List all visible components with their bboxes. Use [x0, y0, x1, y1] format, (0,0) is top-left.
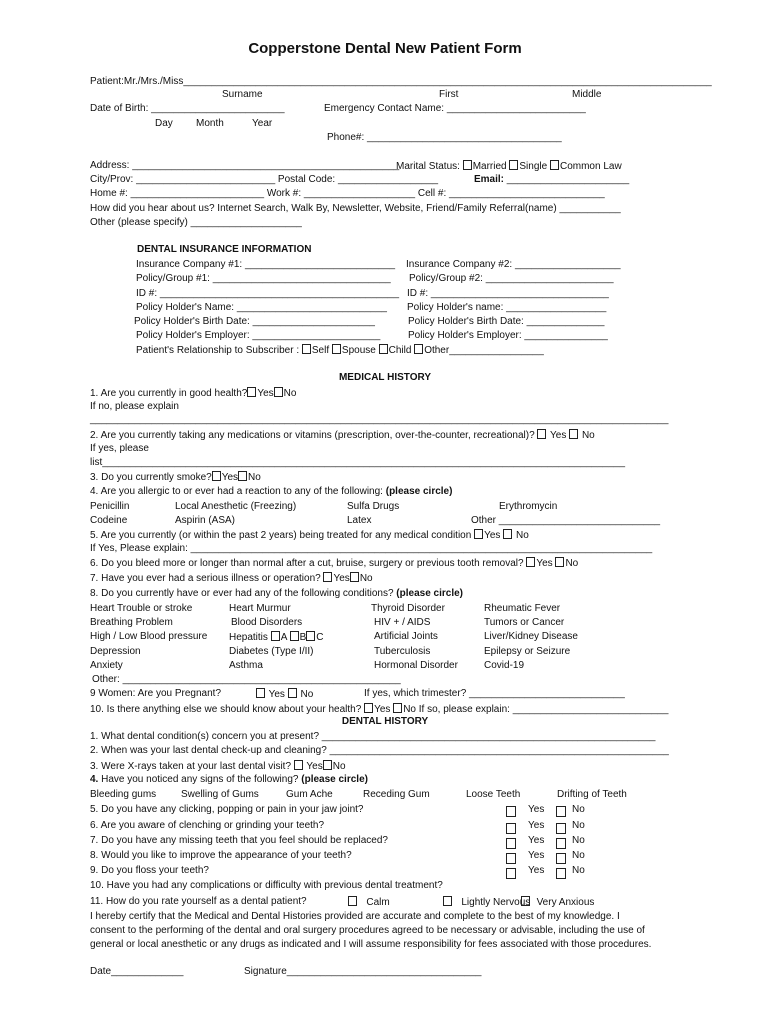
- dob-field[interactable]: Date of Birth: ________________________: [90, 103, 285, 114]
- med-q1-yes-checkbox[interactable]: [247, 387, 256, 397]
- dental-q4-num: 4.: [90, 774, 99, 785]
- rel-other-checkbox[interactable]: [414, 344, 423, 354]
- dental-q4: [90, 774, 368, 786]
- relationship-row: [136, 344, 544, 357]
- dental-q3-text: 3. Were X-rays taken at your last dental visit?: [90, 761, 292, 772]
- dental-q2[interactable]: 2. When was your last dental check-up and cleaning? _____________________________________________________________: [90, 745, 669, 756]
- phone-numbers-field[interactable]: Home #: ________________________ Work #: ____________________ Cell #: ____________________________: [90, 188, 605, 199]
- yes-label: Yes: [528, 820, 545, 831]
- anxious-checkbox[interactable]: [521, 896, 530, 906]
- cond-blood[interactable]: Blood Disorders: [231, 617, 303, 628]
- yes-label: Yes: [374, 704, 391, 715]
- please-circle: (please circle): [301, 774, 368, 785]
- med-q2: [90, 429, 595, 442]
- dental-q7-yes-checkbox[interactable]: [506, 838, 516, 849]
- no-label: No: [581, 430, 595, 441]
- med-q5-no-checkbox[interactable]: [503, 529, 512, 539]
- med-q2-no-checkbox[interactable]: [569, 429, 578, 439]
- med-q1: [90, 387, 296, 400]
- phone-field[interactable]: Phone#: ___________________________________: [327, 132, 562, 143]
- ins-right-1[interactable]: Insurance Company #2: ___________________: [406, 259, 621, 270]
- med-q10-explain[interactable]: If so, please explain: ____________________________: [418, 704, 669, 715]
- dental-q10[interactable]: 10. Have you had any complications or difficulty with previous dental treatment?: [90, 880, 443, 891]
- patient-name-line[interactable]: Patient:Mr./Mrs./Miss_______________________________________________________________________________________________: [90, 76, 712, 87]
- medical-heading: MEDICAL HISTORY: [338, 372, 432, 383]
- med-q6-yes-checkbox[interactable]: [526, 557, 535, 567]
- no-label: No: [248, 472, 261, 483]
- ins-right-4[interactable]: Policy Holder's name: __________________: [407, 302, 607, 313]
- city-postal-field[interactable]: City/Prov: _________________________ Postal Code: __________________: [90, 174, 439, 185]
- certify-line-2: consent to the performing of the dental and oral surgery procedures agreed to be necessary or advisable, including the use of: [90, 925, 645, 936]
- dental-q8-no-checkbox[interactable]: [556, 853, 566, 864]
- rel-other-label: Other: [424, 345, 450, 356]
- med-q10: [90, 703, 668, 716]
- form-title: Copperstone Dental New Patient Form: [248, 40, 522, 57]
- married-label: Married: [472, 161, 507, 172]
- yes-label: Yes: [333, 573, 350, 584]
- marital-status: [396, 160, 622, 173]
- yes-label: Yes: [484, 530, 501, 541]
- ins-left-5[interactable]: Policy Holder's Birth Date: ______________________: [134, 316, 375, 327]
- sign-gum-ache[interactable]: Gum Ache: [286, 789, 333, 800]
- yes-label: Yes: [528, 865, 545, 876]
- med-q7-yes-checkbox[interactable]: [323, 572, 332, 582]
- med-q3: [90, 471, 261, 484]
- month-label: Month: [196, 118, 224, 129]
- cond-thyroid[interactable]: Thyroid Disorder: [371, 603, 445, 614]
- med-q7-text: 7. Have you ever had a serious illness or operation?: [90, 573, 321, 584]
- cond-covid[interactable]: Covid-19: [484, 660, 525, 671]
- no-label: No: [283, 388, 297, 399]
- email-line: ______________________: [506, 174, 630, 185]
- med-q2-list[interactable]: list______________________________________________________________________________________________: [90, 457, 626, 468]
- med-q3-yes-checkbox[interactable]: [212, 471, 221, 481]
- date-field[interactable]: Date_____________: [90, 966, 184, 977]
- cond-other[interactable]: Other: __________________________________________________: [92, 674, 401, 685]
- dental-q8: 8. Would you like to improve the appearance of your teeth?: [90, 850, 352, 861]
- rel-spouse-checkbox[interactable]: [332, 344, 341, 354]
- dental-q6-no-checkbox[interactable]: [556, 823, 566, 834]
- married-checkbox[interactable]: [463, 160, 472, 170]
- med-q5-explain[interactable]: If Yes, Please explain: ___________________________________________________________________________________: [90, 543, 653, 554]
- med-q9-yes-checkbox[interactable]: [256, 688, 265, 698]
- cond-heart-murmur[interactable]: Heart Murmur: [229, 603, 291, 614]
- ins-left-4[interactable]: Policy Holder's Name: ___________________________: [136, 302, 387, 313]
- no-label: No: [565, 558, 579, 569]
- allergy-other[interactable]: Other _____________________________: [471, 515, 661, 526]
- cond-tuberculosis[interactable]: Tuberculosis: [374, 646, 431, 657]
- middle-label: Middle: [572, 89, 602, 100]
- no-label: No: [403, 704, 416, 715]
- rel-spouse-label: Spouse: [341, 345, 376, 356]
- single-checkbox[interactable]: [509, 160, 518, 170]
- allergy-erythromycin[interactable]: Erythromycin: [499, 501, 558, 512]
- dental-q9: 9. Do you floss your teeth?: [90, 865, 209, 876]
- allergy-sulfa[interactable]: Sulfa Drugs: [347, 501, 400, 512]
- med-q6-text: 6. Do you bleed more or longer than normal after a cut, bruise, surgery or previous tooth removal?: [90, 558, 524, 569]
- rel-other-line[interactable]: _________________: [449, 345, 544, 356]
- cond-depression[interactable]: Depression: [90, 646, 141, 657]
- certify-line-1: I hereby certify that the Medical and Dental Histories provided are accurate and complete to the best of my knowledge. I: [90, 911, 620, 922]
- please-circle: (please circle): [396, 588, 464, 599]
- cond-rheumatic[interactable]: Rheumatic Fever: [484, 603, 561, 614]
- med-q5-yes-checkbox[interactable]: [474, 529, 483, 539]
- certify-line-3: general or local anesthetic or any drugs as indicated and I will assume responsibility for fees associated with those procedures.: [90, 939, 652, 950]
- med-q4-text: 4. Are you allergic to or ever had a reaction to any of the following:: [90, 486, 383, 497]
- insurance-heading: DENTAL INSURANCE INFORMATION: [137, 244, 312, 255]
- cond-blood-pressure[interactable]: High / Low Blood pressure: [90, 631, 208, 642]
- hepatitis-label: Hepatitis: [229, 632, 268, 643]
- cond-anxiety[interactable]: Anxiety: [90, 660, 123, 671]
- hep-a-checkbox[interactable]: [271, 631, 280, 641]
- cond-liver[interactable]: Liver/Kidney Disease: [484, 631, 578, 642]
- no-label: No: [572, 820, 585, 831]
- dental-q8-yes-checkbox[interactable]: [506, 853, 516, 864]
- yes-label: Yes: [536, 558, 553, 569]
- signature-field[interactable]: Signature___________________________________: [244, 966, 482, 977]
- cond-joints[interactable]: Artificial Joints: [374, 631, 438, 642]
- allergy-codeine[interactable]: Codeine: [90, 515, 128, 526]
- allergy-aspirin[interactable]: Aspirin (ASA): [175, 515, 236, 526]
- dental-q3-yes-checkbox[interactable]: [294, 760, 303, 770]
- yes-label: Yes: [306, 761, 323, 772]
- cond-hepatitis: [229, 631, 324, 644]
- rel-child-checkbox[interactable]: [379, 344, 388, 354]
- surname-label: Surname: [222, 89, 263, 100]
- med-q2-text: 2. Are you currently taking any medications or vitamins (prescription, over-the-counter, recreational)?: [90, 430, 535, 441]
- dental-q11-calm: [348, 896, 390, 909]
- med-q9-options: [256, 688, 313, 701]
- email-field[interactable]: [474, 174, 629, 186]
- day-label: Day: [155, 118, 173, 129]
- nervous-label: Lightly Nervous: [461, 897, 531, 908]
- hep-a-label: A: [280, 632, 287, 643]
- ins-right-6[interactable]: Policy Holder's Employer: _______________: [408, 330, 608, 341]
- med-q3-no-checkbox[interactable]: [238, 471, 247, 481]
- email-label: Email:: [474, 174, 505, 185]
- rel-self-label: Self: [311, 345, 330, 356]
- yes-label: Yes: [528, 835, 545, 846]
- med-q10-yes-checkbox[interactable]: [364, 703, 373, 713]
- yes-label: Yes: [221, 472, 239, 483]
- dental-q3-no-checkbox[interactable]: [323, 760, 332, 770]
- dental-q1[interactable]: 1. What dental condition(s) concern you at present? ____________________________________________________________: [90, 731, 656, 742]
- sign-bleeding[interactable]: Bleeding gums: [90, 789, 157, 800]
- dental-q4-text: Have you noticed any signs of the following?: [98, 774, 299, 785]
- cond-tumors[interactable]: Tumors or Cancer: [484, 617, 565, 628]
- yes-label: Yes: [528, 850, 545, 861]
- cond-heart-trouble[interactable]: Heart Trouble or stroke: [90, 603, 193, 614]
- med-q8: [90, 588, 463, 600]
- dental-q7-no-checkbox[interactable]: [556, 838, 566, 849]
- med-q1-no-checkbox[interactable]: [274, 387, 283, 397]
- hep-b-label: B: [299, 632, 307, 643]
- med-q2-yes-checkbox[interactable]: [537, 429, 546, 439]
- med-q1-text: 1. Are you currently in good health?: [90, 388, 248, 399]
- no-label: No: [572, 804, 585, 815]
- med-q4: [90, 486, 452, 498]
- cond-asthma[interactable]: Asthma: [229, 660, 263, 671]
- med-q8-text: 8. Do you currently have or ever had any of the following conditions?: [90, 588, 394, 599]
- single-label: Single: [519, 161, 548, 172]
- no-label: No: [572, 850, 585, 861]
- rel-child-label: Child: [388, 345, 412, 356]
- ins-left-3[interactable]: ID #: ___________________________________________: [136, 288, 400, 299]
- med-q9-no-checkbox[interactable]: [288, 688, 297, 698]
- referral-other[interactable]: Other (please specify) ____________________: [90, 217, 302, 228]
- sign-drifting[interactable]: Drifting of Teeth: [557, 789, 627, 800]
- med-q1-line[interactable]: ________________________________________________________________________________________________________: [90, 414, 669, 425]
- cond-diabetes[interactable]: Diabetes (Type I/II): [229, 646, 314, 657]
- med-q2-ifyes: If yes, please: [90, 443, 149, 454]
- yes-label: Yes: [257, 388, 274, 399]
- sign-receding[interactable]: Receding Gum: [363, 789, 430, 800]
- ins-right-2[interactable]: Policy/Group #2: _______________________: [409, 273, 614, 284]
- med-q10-text: 10. Is there anything else we should know about your health?: [90, 704, 362, 715]
- no-label: No: [515, 530, 529, 541]
- allergy-penicillin[interactable]: Penicillin: [90, 501, 130, 512]
- med-q5: [90, 529, 529, 542]
- dental-q5-yes-checkbox[interactable]: [506, 806, 516, 817]
- dental-q11-nervous: [443, 896, 530, 909]
- hep-c-label: C: [316, 632, 324, 643]
- med-q9-trimester[interactable]: If yes, which trimester? ____________________________: [364, 688, 625, 699]
- no-label: No: [359, 573, 373, 584]
- dental-q7: 7. Do you have any missing teeth that you feel should be replaced?: [90, 835, 388, 846]
- cond-breathing[interactable]: Breathing Problem: [90, 617, 173, 628]
- calm-label: Calm: [366, 897, 390, 908]
- allergy-local-anesthetic[interactable]: Local Anesthetic (Freezing): [175, 501, 297, 512]
- ins-right-5[interactable]: Policy Holder's Birth Date: ______________: [408, 316, 605, 327]
- dental-q5-no-checkbox[interactable]: [556, 806, 566, 817]
- ins-left-6[interactable]: Policy Holder's Employer: _______________________: [136, 330, 381, 341]
- ins-right-3[interactable]: ID #: ________________________________: [407, 288, 609, 299]
- referral-source[interactable]: How did you hear about us? Internet Search, Walk By, Newsletter, Website, Friend/Family Referral(name) ___________: [90, 203, 621, 214]
- no-label: No: [572, 865, 585, 876]
- cond-epilepsy[interactable]: Epilepsy or Seizure: [484, 646, 571, 657]
- med-q9-text: 9 Women: Are you Pregnant?: [90, 688, 222, 699]
- dental-heading: DENTAL HISTORY: [341, 716, 429, 727]
- no-label: No: [300, 689, 314, 700]
- ins-left-2[interactable]: Policy/Group #1: ________________________________: [136, 273, 391, 284]
- address-field[interactable]: Address: ________________________________________________: [90, 160, 400, 171]
- year-label: Year: [252, 118, 273, 129]
- anxious-label: Very Anxious: [536, 897, 595, 908]
- marital-label: Marital Status:: [396, 161, 460, 172]
- yes-label: Yes: [268, 689, 285, 700]
- common-law-label: Common Law: [559, 161, 622, 172]
- no-label: No: [572, 835, 585, 846]
- med-q6: [90, 557, 578, 570]
- common-law-checkbox[interactable]: [550, 160, 559, 170]
- dental-q5: 5. Do you have any clicking, popping or pain in your jaw joint?: [90, 804, 364, 815]
- med-q1-ifno: If no, please explain: [90, 401, 179, 412]
- dental-q9-yes-checkbox[interactable]: [506, 868, 516, 879]
- emergency-contact-field[interactable]: Emergency Contact Name: _________________________: [324, 103, 586, 114]
- no-label: No: [332, 761, 346, 772]
- cond-hiv[interactable]: HIV + / AIDS: [374, 617, 431, 628]
- hep-c-checkbox[interactable]: [306, 631, 315, 641]
- yes-label: Yes: [550, 430, 567, 441]
- rel-self-checkbox[interactable]: [302, 344, 311, 354]
- nervous-checkbox[interactable]: [443, 896, 452, 906]
- dental-q6-yes-checkbox[interactable]: [506, 823, 516, 834]
- cond-hormonal[interactable]: Hormonal Disorder: [374, 660, 458, 671]
- med-q7-no-checkbox[interactable]: [350, 572, 359, 582]
- sign-swelling[interactable]: Swelling of Gums: [181, 789, 259, 800]
- med-q6-no-checkbox[interactable]: [555, 557, 564, 567]
- med-q7: [90, 572, 373, 585]
- yes-label: Yes: [528, 804, 545, 815]
- first-label: First: [439, 89, 459, 100]
- dental-q11-anxious: [521, 896, 594, 909]
- med-q10-no-checkbox[interactable]: [393, 703, 402, 713]
- calm-checkbox[interactable]: [348, 896, 357, 906]
- med-q5-text: 5. Are you currently (or within the past 2 years) being treated for any medical condition: [90, 530, 472, 541]
- ins-left-1[interactable]: Insurance Company #1: ___________________________: [136, 259, 396, 270]
- relationship-label: Patient's Relationship to Subscriber :: [136, 345, 300, 356]
- allergy-latex[interactable]: Latex: [347, 515, 372, 526]
- sign-loose[interactable]: Loose Teeth: [466, 789, 521, 800]
- dental-q9-no-checkbox[interactable]: [556, 868, 566, 879]
- med-q3-text: 3. Do you currently smoke?: [90, 472, 212, 483]
- dental-q3: [90, 760, 346, 773]
- hep-b-checkbox[interactable]: [290, 631, 299, 641]
- dental-q6: 6. Are you aware of clenching or grinding your teeth?: [90, 820, 325, 831]
- dental-q11-text: 11. How do you rate yourself as a dental patient?: [90, 896, 307, 907]
- please-circle: (please circle): [385, 486, 453, 497]
